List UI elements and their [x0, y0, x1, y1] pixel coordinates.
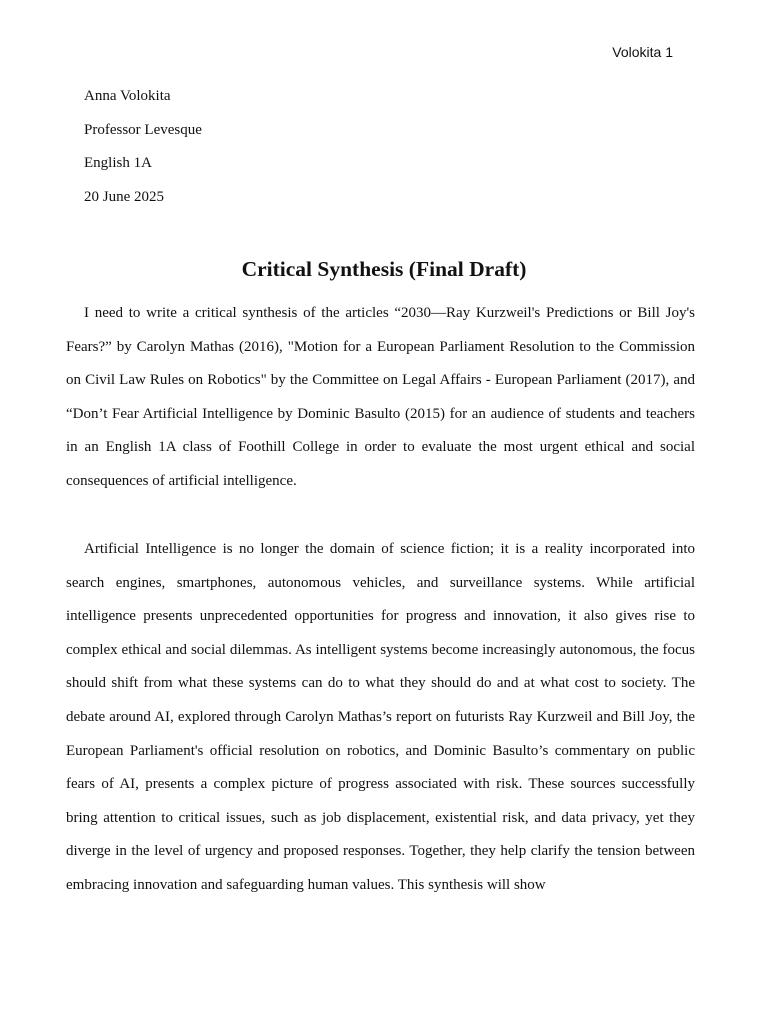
document-date: 20 June 2025: [84, 188, 164, 205]
author-name: Anna Volokita: [84, 88, 171, 104]
instructor-name: Professor Levesque: [84, 121, 202, 138]
document-title: Critical Synthesis (Final Draft): [241, 257, 527, 281]
course-name: English 1A: [84, 155, 152, 171]
body-paragraph-2: Artificial Intelligence is no longer the domain of science fiction; it is a reality incorporated into search engines, smartphones, autonomous vehicles, and surveillance systems. While artificial intelligence presents unprecedented opportunities for progress and innovation, it also gives rise to complex ethical and social dilemmas. As intelligent systems become increasingly autonomous, the focus should shift from what these systems can do to what they should do and at what cost to society. The debate around AI, explored through Carolyn Mathas’s report on futurists Ray Kurzweil and Bill Joy, the European Parliament's official resolution on robotics, and Dominic Basulto’s commentary on public fears of AI, presents a complex picture of progress associated with risk. These sources successfully bring attention to critical issues, such as job displacement, existential risk, and data privacy, yet they diverge in the level of urgency and proposed responses. Together, they help clarify the tension between embracing innovation and safeguarding human values. This synthesis will show: [66, 541, 695, 893]
running-head: Volokita 1: [612, 44, 673, 60]
body-paragraph-1: I need to write a critical synthesis of the articles “2030—Ray Kurzweil's Predictions or Bill Joy's Fears?” by Carolyn Mathas (2016), "Motion for a European Parliament Resolution to the Commission on Civil Law Rules on Robotics" by the Committee on Legal Affairs - European Parliament (2017), and “Don’t Fear Artificial Intelligence by Dominic Basulto (2015) for an audience of students and teachers in an English 1A class of Foothill College in order to evaluate the most urgent ethical and social consequences of artificial intelligence.: [66, 305, 695, 489]
heading-block: [84, 86, 202, 220]
